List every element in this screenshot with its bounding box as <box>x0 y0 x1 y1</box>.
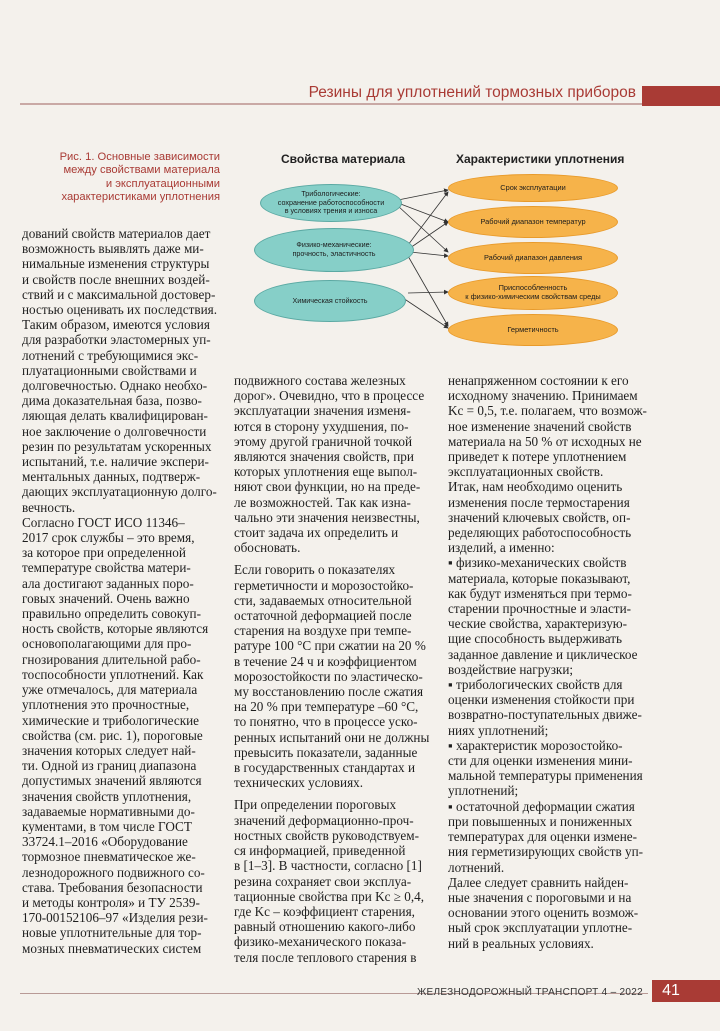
text-line: дорог». Очевидно, что в процессе <box>234 388 425 404</box>
property-oval-chemical <box>254 280 406 322</box>
property-oval-tribological <box>260 184 402 222</box>
text-line: Далее следует сравнить найден- <box>448 874 629 890</box>
text-line: сти, задаваемых относительной <box>234 592 412 608</box>
text-line: ное изменение значений свойств <box>448 418 632 434</box>
text-line: задаваемые нормативными до- <box>22 803 195 819</box>
text-line: герметичности и морозостойко- <box>234 577 414 593</box>
text-line: для разработки эластомерных уп- <box>22 332 211 348</box>
text-line: ный срок эксплуатации уплотне- <box>448 920 633 936</box>
text-line: резин по результатам ускоренных <box>22 438 212 454</box>
oval-text: Герметичность <box>507 324 559 334</box>
arrow <box>408 192 448 245</box>
text-line: ментальных данных, подтверж- <box>22 469 201 485</box>
text-line: значения которых следует най- <box>22 742 196 758</box>
caption-line: характеристиками уплотнения <box>61 191 220 204</box>
char-oval-tightness <box>448 314 618 346</box>
text-line: ностных свойств руководствуем- <box>234 827 419 843</box>
text-line: правильно определить совокуп- <box>22 606 201 622</box>
text-line: уплотнений; <box>448 783 519 799</box>
text-line: вечность. <box>22 499 76 515</box>
text-line: старении прочностные и эласти- <box>448 601 632 617</box>
text-line: уже отмечалось, для материала <box>22 682 198 698</box>
text-line: ностью оценивать их последствия. <box>22 302 218 318</box>
text-line: изменения после термостарения <box>448 494 630 510</box>
oval-text: прочность, эластичность <box>292 249 376 258</box>
text-line: нимальные изменения структуры <box>22 256 210 272</box>
text-line: на 20 % при температуре –60 °С, <box>234 699 419 715</box>
text-line: ▪ трибологических свойств для <box>448 677 623 693</box>
text-line: в [1–3]. В частности, согласно [1] <box>234 858 422 874</box>
text-line: плуатационными свойствами и <box>22 362 197 378</box>
oval-text: Приспособленность <box>498 283 568 293</box>
text-line: ле возможностей. Так как изна- <box>234 494 411 510</box>
text-line: возможность выявлять даже ми- <box>22 241 204 257</box>
text-line: дима доказательная база, позво- <box>22 393 202 409</box>
text-line: обосновать. <box>234 540 301 556</box>
text-line: температуре свойства матери- <box>22 560 191 576</box>
oval-text: Срок эксплуатации <box>500 182 566 192</box>
caption-line: Рис. 1. Основные зависимости <box>59 151 220 163</box>
text-line: испытаний, т.е. наличие экспери- <box>22 454 209 470</box>
text-line: ния герметизирующих свойств уп- <box>448 844 644 860</box>
text-line: ала достигают заданных поро- <box>22 575 194 591</box>
text-line: новые уплотнительные для тор- <box>22 925 202 941</box>
oval-text: сохранение работоспособности <box>277 197 385 207</box>
text-line: ные значения с пороговыми и на <box>448 889 632 905</box>
text-line: технических условиях. <box>234 775 364 791</box>
arrow <box>398 190 448 200</box>
text-line: и свойств после внешних воздей- <box>22 271 210 287</box>
text-line: которых уплотнения еще выпол- <box>234 464 418 480</box>
diagram-left-title: Свойства материала <box>281 152 405 166</box>
text-line: Если говорить о показателях <box>234 562 396 578</box>
text-line: приведет к потере уплотнением <box>448 449 627 465</box>
text-line: в течение 24 ч и коэффициентом <box>234 653 417 669</box>
text-line: при повышенных и пониженных <box>448 813 633 829</box>
text-line: Итак, нам необходимо оценить <box>448 479 623 495</box>
text-line: ляющая делать квалифицирован- <box>22 408 208 424</box>
text-line: ▪ характеристик морозостойко- <box>448 737 623 753</box>
text-line: химические и трибологические <box>22 712 200 728</box>
oval-text: Физико-механические: <box>296 240 372 250</box>
text-line <box>234 555 432 562</box>
arrow <box>408 292 448 293</box>
text-line: става. Требования безопасности <box>22 879 203 895</box>
text-line: ▪ физико-механических свойств <box>448 555 627 571</box>
text-line: эксплуатационных свойств. <box>448 464 604 480</box>
text-line: и методы контроля» и ТУ 2539- <box>22 894 200 910</box>
caption-line: между свойствами материала <box>63 164 220 177</box>
text-line: лезнодорожного подвижного со- <box>22 864 205 880</box>
arrow <box>410 252 448 256</box>
text-line: изделий, а именно: <box>448 540 555 556</box>
text-line: 33724.1–2016 «Оборудование <box>22 834 188 850</box>
oval-text: Рабочий диапазон температур <box>480 216 586 226</box>
text-line <box>234 790 432 797</box>
text-line: уплотнения это прочностные, <box>22 697 190 713</box>
text-line: физико-механического показа- <box>234 934 407 950</box>
text-line: подвижного состава железных <box>234 373 406 388</box>
text-line: При определении пороговых <box>234 797 397 813</box>
arrow <box>408 256 448 326</box>
text-line: эксплуатации значения изменя- <box>234 403 411 419</box>
text-line: основополагающими для про- <box>22 636 192 652</box>
text-line: исходному значению. Принимаем <box>448 388 638 404</box>
text-line: ратуре 100 °С при сжатии на 20 % <box>234 638 426 654</box>
text-line: чально эти значения неизвестны, <box>234 509 420 525</box>
arrow <box>400 296 448 328</box>
text-column-1 <box>22 226 220 956</box>
text-line: воздействие нагрузки; <box>448 661 574 677</box>
char-oval-adaptability <box>448 276 618 310</box>
text-line: кументами, в том числе ГОСТ <box>22 818 192 834</box>
text-line: ниях уплотнений; <box>448 722 549 738</box>
text-line: материала, которые показывают, <box>448 570 631 586</box>
char-oval-temp-range <box>448 206 618 238</box>
text-line: ческие свойства, характеризую- <box>448 616 628 632</box>
caption-line: и эксплуатационными <box>105 177 220 190</box>
text-line: лотнений с требующимися экс- <box>22 347 199 363</box>
text-line: Kс = 0,5, т.е. полагаем, что возмож- <box>448 403 647 419</box>
text-line: температурах для оценки измене- <box>448 829 638 845</box>
section-title: Резины для уплотнений тормозных приборов <box>308 84 636 101</box>
text-line: долговечностью. Однако необхо- <box>22 378 208 394</box>
text-line: Таким образом, имеются условия <box>22 317 210 333</box>
text-line: допустимых значений являются <box>22 773 202 789</box>
text-line: резина сохраняет свои эксплуа- <box>234 873 412 889</box>
text-line: где Kс – коэффициент старения, <box>234 903 415 919</box>
page-number: 41 <box>662 982 680 999</box>
text-line: гнозирования длительной рабо- <box>22 651 201 667</box>
text-line: ний в реальных условиях. <box>448 935 594 951</box>
text-line: значений деформационно-проч- <box>234 812 414 828</box>
text-line: материала на 50 % от исходных не <box>448 433 642 449</box>
text-line: ность свойств, которые являются <box>22 621 209 637</box>
oval-text: к физико-химическим свойствам среды <box>465 292 601 301</box>
text-line: значения свойств уплотнения, <box>22 788 192 804</box>
text-line: сти для оценки изменения мини- <box>448 753 633 769</box>
text-line: мальной температуры применения <box>448 768 643 784</box>
journal-name: ЖЕЛЕЗНОДОРОЖНЫЙ ТРАНСПОРТ 4 – 2022 <box>417 987 643 998</box>
oval-text: Рабочий диапазон давления <box>483 252 583 262</box>
text-line: говых значений. Очень важно <box>22 590 190 606</box>
diagram-right-title: Характеристики уплотнения <box>456 152 625 166</box>
text-line: морозостойкости по эластическо- <box>234 668 423 684</box>
text-line: няют свои функции, но на преде- <box>234 479 421 495</box>
text-line: му восстановлению после сжатия <box>234 684 424 700</box>
text-column-3 <box>448 373 650 951</box>
text-line: дающих эксплуатационную долго- <box>22 484 217 500</box>
text-line: стоит задача их определить и <box>234 525 399 541</box>
oval-text: в условиях трения и износа <box>284 206 378 216</box>
text-line: тормозное пневматическое же- <box>22 849 196 865</box>
text-line: в государственных стандартах и <box>234 760 416 776</box>
oval-text: Химическая стойкость <box>292 295 368 305</box>
text-line: как будут изменяться при термо- <box>448 585 632 601</box>
text-line: являются значения свойств, при <box>234 449 414 465</box>
text-line: превысить показатели, заданные <box>234 744 418 760</box>
text-line: ти. Одной из границ диапазона <box>22 758 197 774</box>
text-line: щие способность выдерживать <box>448 631 623 647</box>
text-line: ренных испытаний они не должны <box>234 729 430 745</box>
text-line: тационные свойства при Kс ≥ 0,4, <box>234 888 425 904</box>
text-line: старения на воздухе при темпе- <box>234 623 412 639</box>
text-line: этому другой граничной точкой <box>234 433 413 449</box>
text-line: тоспособности уплотнений. Как <box>22 666 204 682</box>
text-line: основании этого оценить возмож- <box>448 905 639 921</box>
text-line: возвратно-поступательных движе- <box>448 707 642 723</box>
text-line: ются в сторону ухудшения, по- <box>234 418 409 434</box>
text-line: за которое при определенной <box>22 545 186 561</box>
text-line: то понятно, что в процессе уско- <box>234 714 418 730</box>
text-line: остаточной деформацией после <box>234 608 412 624</box>
char-oval-pressure-range <box>448 242 618 274</box>
oval-text: Трибологические: <box>301 189 361 199</box>
text-line: заданное давление и циклическое <box>448 646 638 662</box>
text-line: 170-00152106–97 «Изделия рези- <box>22 910 208 926</box>
text-line: теля после теплового старения в <box>234 949 417 965</box>
text-line: ся информацией, приведенной <box>234 843 406 859</box>
text-line: свойства (см. рис. 1), пороговые <box>22 727 203 743</box>
text-line: равный отношению какого-либо <box>234 919 416 935</box>
text-line: ределяющих работоспособность <box>448 525 632 541</box>
text-line: 2017 срок службы – это время, <box>22 530 195 546</box>
text-line: Согласно ГОСТ ИСО 11346– <box>22 514 185 530</box>
text-line: лотнений. <box>448 859 505 875</box>
text-line: значений ключевых свойств, оп- <box>448 509 631 525</box>
text-line: ствий и с максимальной достовер- <box>22 286 216 302</box>
text-line: ненапряженном состоянии к его <box>448 373 629 388</box>
text-line: ное заключение о долговечности <box>22 423 207 439</box>
text-line: ▪ остаточной деформации сжатия <box>448 798 635 814</box>
property-oval-physmech <box>254 228 414 272</box>
text-column-2 <box>234 373 432 965</box>
char-oval-service-life <box>448 174 618 202</box>
text-line: мозных пневматических систем <box>22 940 202 956</box>
text-line: дований свойств материалов дает <box>22 226 211 241</box>
text-line: оценки изменения стойкости при <box>448 692 635 708</box>
